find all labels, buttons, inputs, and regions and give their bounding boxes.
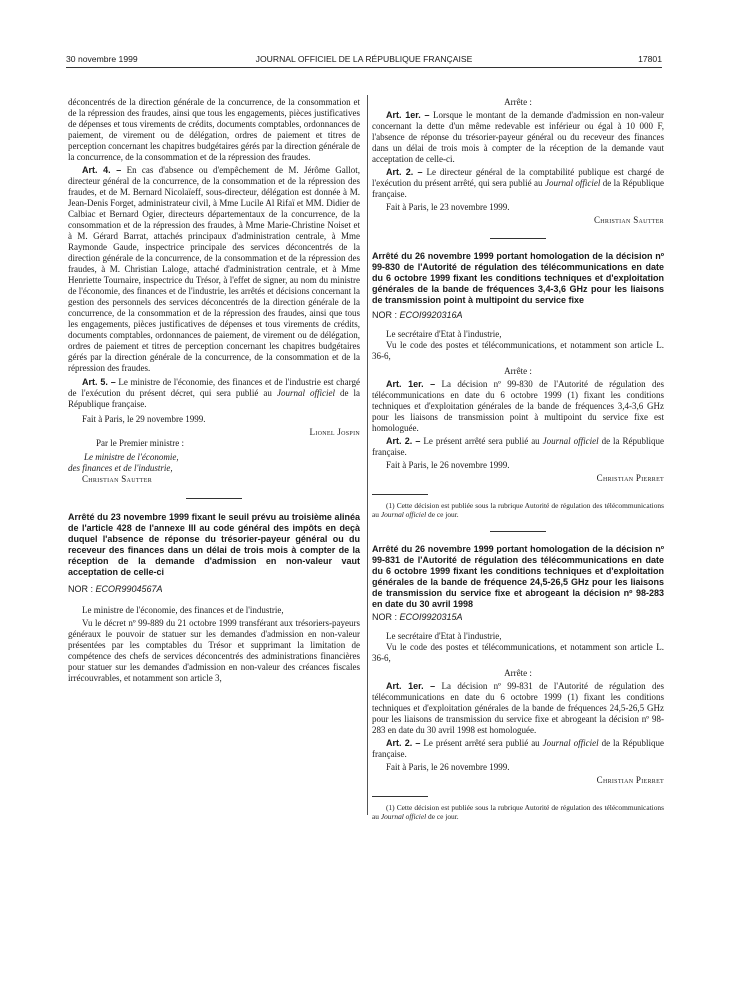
- right-column: [372, 97, 664, 821]
- section-separator: [490, 238, 546, 239]
- article-2-paragraph: [372, 436, 664, 458]
- article-1-paragraph: [372, 379, 664, 434]
- arrete-23-nov-nor: [68, 584, 360, 595]
- article-1-label: Art. 1er. –: [386, 681, 436, 691]
- signature-date: Fait à Paris, le 26 novembre 1999.: [386, 460, 510, 470]
- article-5-paragraph: [68, 377, 360, 410]
- signature-date: Fait à Paris, le 23 novembre 1999.: [386, 202, 510, 212]
- article-2-text: Le présent arrêté sera publié au: [423, 738, 543, 748]
- footnote-text-end: de ce jour.: [426, 510, 459, 519]
- visa-minister: Le ministre de l'économie, des finances et de l'industrie,: [82, 605, 284, 615]
- arrete-99-830-title: Arrêté du 26 novembre 1999 portant homologation de la décision nº 99-830 de l'Autorité de régulation des télécommunications en date du 6 octobre 1999 fixant les conditions techniques et d'exploitation générales de la bande de fréquences 3,4-3,6 GHz pour les liaisons de transmission point à multipoint du service fixe: [372, 251, 664, 305]
- footnote-text: (1) Cette décision est publiée sous la rubrique Autorité de régulation des télécommunications au: [372, 803, 664, 821]
- header-page-number: 17801: [638, 54, 662, 64]
- footnote-text: (1) Cette décision est publiée sous la rubrique Autorité de régulation des télécommunications au: [372, 501, 664, 519]
- visa-code: Vu le code des postes et télécommunications, et notamment son article L. 36-6,: [372, 340, 664, 361]
- journal-officiel-ref: Journal officiel: [380, 510, 427, 519]
- article-2-label: Art. 2. –: [386, 738, 421, 748]
- article-4-paragraph: [68, 165, 360, 374]
- footnote-rule: [372, 494, 428, 495]
- left-column: [68, 97, 360, 684]
- nor-label: NOR :: [372, 310, 400, 320]
- arrete-99-830-nor: [372, 310, 664, 321]
- article-1-paragraph: [372, 681, 664, 736]
- article-1-label: Art. 1er. –: [386, 379, 436, 389]
- signature-date: Fait à Paris, le 26 novembre 1999.: [386, 762, 510, 772]
- article-2-label: Art. 2. –: [386, 436, 421, 446]
- signature-prime-minister: Lionel Jospin: [309, 427, 360, 437]
- footnote: [372, 501, 664, 519]
- footnote-rule: [372, 796, 428, 797]
- journal-officiel-ref: Journal officiel: [276, 388, 335, 398]
- journal-officiel-ref: Journal officiel: [542, 436, 599, 446]
- article-2-text-end: de la République française.: [372, 436, 665, 457]
- by-prime-minister: Par le Premier ministre :: [96, 438, 184, 448]
- section-separator: [490, 531, 546, 532]
- article-2-paragraph: [372, 738, 664, 760]
- page-header: [66, 54, 662, 66]
- article-2-text-end: de la République française.: [372, 178, 665, 199]
- signature-secretary: Christian Pierret: [596, 473, 664, 483]
- decree-continuation-paragraph: déconcentrés de la direction générale de la concurrence, de la consommation et de la répression des fraudes, ainsi que tous les engagements, pièces justificatives de dépenses et tous virements de crédits, documents comptables, ordonnances de paiement, de virement ou de délégation, ordres de paiement et titres de perception concernant les chapitres budgétaires gérés par la direction générale de la concurrence, de la consommation et de la répression des fraudes.: [68, 97, 360, 162]
- footnote: [372, 803, 664, 821]
- signature-minister: Christian Sautter: [82, 474, 153, 484]
- signature-minister: Christian Sautter: [593, 215, 664, 225]
- article-4-text: En cas d'absence ou d'empêchement de M. Jérôme Gallot, directeur général de la concurrence, de la consommation et de la répression des fraudes, et de M. Bernard Nicolaïeff, sous-directeur, délégation est donnée à M. Jean-Denis Forget, administrateur civil, à Mme Lucile Al Rifaï et MM. Didier de Calbiac et Bernard Ogier, directeurs départementaux de la concurrence, de la consommation et de la répression des fraudes, à Mme Marie-Christine Noiset et à M. Gérard Barrat, attachés principaux d'administration centrale, à Mme Raymonde Gaude, inspectrice principale des services déconcentrés de la direction générale de la concurrence, de la consommation et de la répression des fraudes, à M. Christian Laloge, attaché d'administration centrale, et à Mme Henriette Tournaire, inspectrice du Trésor, à l'effet de signer, au nom du ministre de l'économie, des finances et de l'industrie, les arrêtés et décisions concernant la gestion des personnels des services déconcentrés de la direction générale de la concurrence, de la consommation et de la répression des fraudes, ainsi que tous les engagements, pièces justificatives de dépenses et tous virements de crédits, documents comptables, ordonnances de paiement, de virement ou de délégation, ordres de paiement et titres de perception concernant les chapitres budgétaires gérés par la direction générale de la concurrence, de la consommation et de la répression des fraudes.: [68, 165, 361, 373]
- article-1-text: La décision nº 99-831 de l'Autorité de régulation des télécommunications en date du 6 octobre 1999 (1) fixant les conditions techniques et d'exploitation générales de la bande de fréquences 24,5-26,5 GHz pour les liaisons de transmission du service fixe et abrogeant la décision nº 98-283 en date du 30 avril 1998 est homologuée.: [372, 681, 664, 735]
- nor-code: ECOI9920316A: [399, 310, 463, 320]
- signature-secretary: Christian Pierret: [596, 775, 664, 785]
- visa-code: Vu le code des postes et télécommunications, et notamment son article L. 36-6,: [372, 642, 664, 663]
- visa-secretary: Le secrétaire d'Etat à l'industrie,: [386, 631, 502, 641]
- article-5-text: Le ministre de l'économie, des finances et de l'industrie est chargé de l'exécution du présent décret, qui sera publié au: [68, 377, 361, 398]
- minister-title-line-2: des finances et de l'industrie,: [68, 463, 173, 473]
- signature-date: Fait à Paris, le 29 novembre 1999.: [82, 414, 206, 424]
- article-2-text-end: de la République française.: [372, 738, 665, 759]
- article-1-label: Art. 1er. –: [386, 110, 430, 120]
- article-1-text: Lorsque le montant de la demande d'admission en non-valeur concernant la dette d'un même redevable est inférieur ou égal à 10 000 F, l'absence de réponse du trésorier-payeur général ou du receveur des finances dans un délai de trois mois à compter de la réception de la demande vaut acceptation de celle-ci.: [372, 110, 665, 164]
- header-journal-title: JOURNAL OFFICIEL DE LA RÉPUBLIQUE FRANÇAISE: [255, 54, 473, 64]
- header-rule: [66, 67, 662, 68]
- article-4-label: Art. 4. –: [82, 165, 122, 175]
- visa-secretary: Le secrétaire d'Etat à l'industrie,: [386, 329, 502, 339]
- article-1-paragraph: [372, 110, 664, 165]
- nor-code: ECOI9920315A: [399, 612, 463, 622]
- section-separator: [186, 498, 242, 499]
- article-1-text: La décision nº 99-830 de l'Autorité de régulation des télécommunications en date du 6 octobre 1999 (1) fixant les conditions techniques et d'exploitation générales de la bande de fréquences 3,4-3,6 GHz pour les liaisons de transmission point à multipoint du service fixe est homologuée.: [372, 379, 664, 433]
- article-2-text: Le présent arrêté sera publié au: [423, 436, 543, 446]
- nor-label: NOR :: [372, 612, 400, 622]
- nor-code: ECOR9904567A: [95, 584, 163, 594]
- arrete-99-831-nor: [372, 612, 664, 623]
- article-2-text: Le directeur général de la comptabilité publique est chargé de l'exécution du présent arrêté, qui sera publié au: [372, 167, 664, 188]
- journal-officiel-ref: Journal officiel: [544, 178, 601, 188]
- arrete-99-831-title: Arrêté du 26 novembre 1999 portant homologation de la décision nº 99-831 de l'Autorité de régulation des télécommunications en date du 6 octobre 1999 fixant les conditions techniques et d'exploitation générales de la bande de fréquence 24,5-26,5 GHz pour les liaisons de transmission du service fixe et abrogeant la décision nº 98-283 en date du 30 avril 1998: [372, 544, 664, 609]
- arrete-23-nov-title: Arrêté du 23 novembre 1999 fixant le seuil prévu au troisième alinéa de l'article 428 de l'annexe III au code général des impôts en deçà duquel l'absence de réponse du trésorier-payeur général ou du receveur des finances dans un délai de trois mois à compter de la réception de la demande d'admission en non-valeur vaut acceptation de celle-ci: [68, 512, 360, 577]
- article-2-label: Art. 2. –: [386, 167, 423, 177]
- journal-officiel-ref: Journal officiel: [542, 738, 599, 748]
- arrete-heading: Arrête :: [504, 366, 532, 376]
- article-5-text-end: de la République française.: [68, 388, 360, 409]
- column-divider: [367, 95, 368, 815]
- article-5-label: Art. 5. –: [82, 377, 116, 387]
- visa-decree: Vu le décret nº 99-889 du 21 octobre 1999 transférant aux trésoriers-payeurs généraux le pouvoir de statuer sur les demandes d'admission en non-valeur présentées par les comptables du Trésor et supprimant la limitation de compétence des chefs de services déconcentrés des administrations financières pour statuer sur les demandes d'admission en non-valeur des créances fiscales irrécouvrables, et notamment son article 3,: [68, 618, 360, 683]
- minister-title-line-1: Le ministre de l'économie,: [84, 452, 179, 462]
- header-date: 30 novembre 1999: [66, 54, 138, 64]
- nor-label: NOR :: [68, 584, 96, 594]
- journal-officiel-ref: Journal officiel: [380, 812, 427, 821]
- footnote-text-end: de ce jour.: [426, 812, 459, 821]
- arrete-heading: Arrête :: [504, 97, 532, 107]
- article-2-paragraph: [372, 167, 664, 200]
- arrete-heading: Arrête :: [504, 668, 532, 678]
